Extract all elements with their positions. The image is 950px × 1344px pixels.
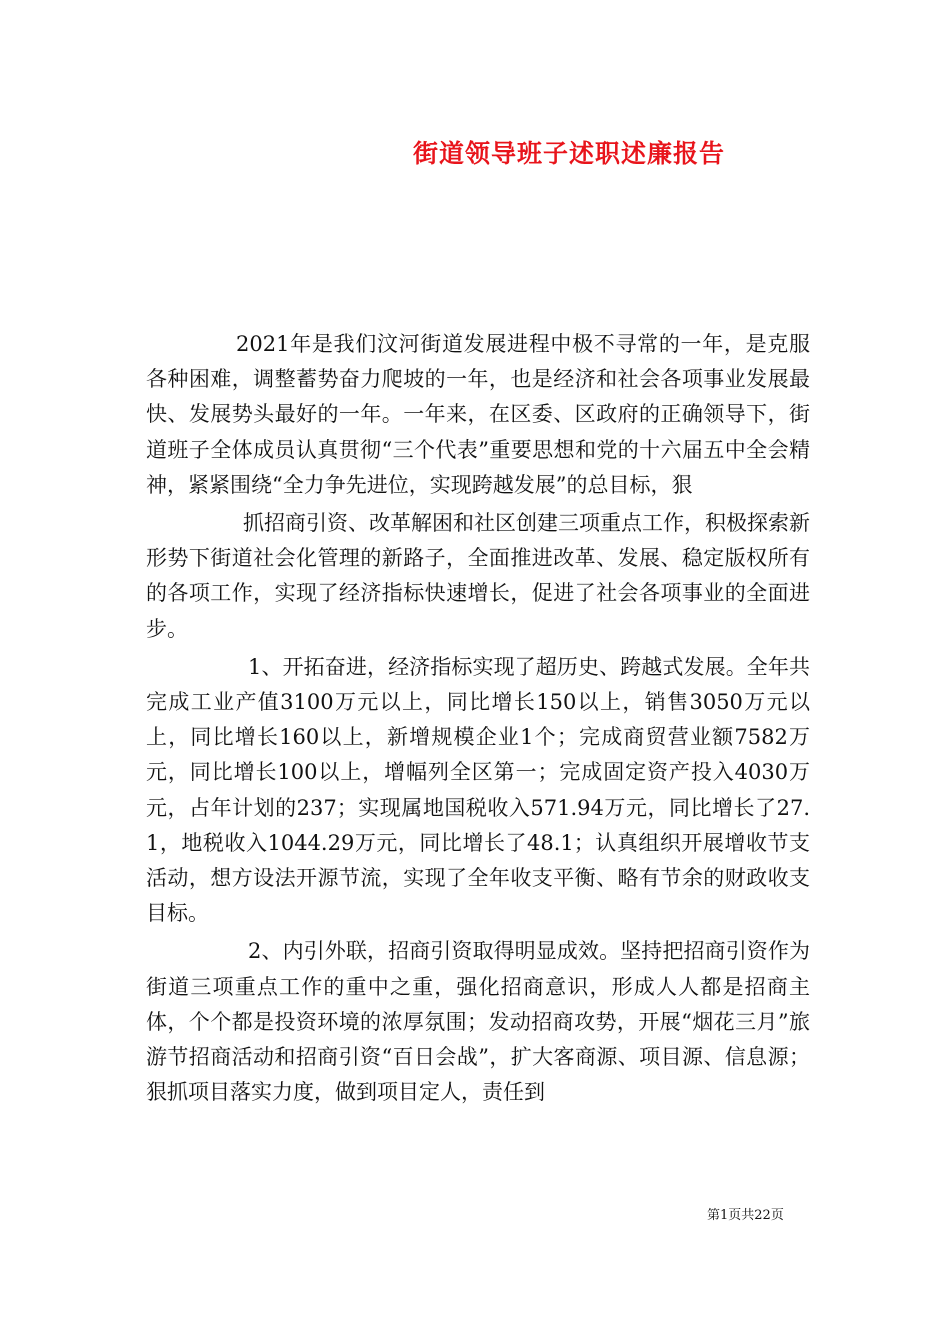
paragraph-economic-indicators: 1、开拓奋进，经济指标实现了超历史、跨越式发展。全年共完成工业产值3100万元以上，同比增长150以上，销售3050万元以上，同比增长160以上，新增规模企业1个；完成商贸营业额7582万元，同比增长100以上，增幅列全区第一；完成固定资产投入4030万元，占年计划的237；实现属地国税收入571.94万元，同比增长了27.1，地税收入1044.29万元，同比增长了48.1；认真组织开展增收节支活动，想方设法开源节流，实现了全年收支平衡、略有节余的财政收支目标。	[146, 654, 810, 926]
paragraph-intro: 2021年是我们汶河街道发展进程中极不寻常的一年，是克服各种困难，调整蓄势奋力爬坡的一年，也是经济和社会各项事业发展最快、发展势头最好的一年。一年来，在区委、区政府的正确领导下，街道班子全体成员认真贯彻“三个代表”重要思想和党的十六届五中全会精神，紧紧围绕“全力争先进位，实现跨越发展”的总目标，狠	[146, 332, 810, 497]
paragraph-investment-attraction: 2、内引外联，招商引资取得明显成效。坚持把招商引资作为街道三项重点工作的重中之重，强化招商意识，形成人人都是招商主体，个个都是投资环境的浓厚氛围；发动招商攻势，开展“烟花三月”旅游节招商活动和招商引资“百日会战”，扩大客商源、项目源、信息源；狠抓项目落实力度，做到项目定人，责任到	[146, 939, 810, 1105]
paragraph-continuation: 抓招商引资、改革解困和社区创建三项重点工作，积极探索新形势下街道社会化管理的新路子，全面推进改革、发展、稳定版权所有的各项工作，实现了经济指标快速增长，促进了社会各项事业的全面进步。	[146, 511, 810, 641]
document-title: 街道领导班子述职述廉报告	[413, 139, 726, 168]
page-number-footer: 第1页共22页	[707, 1208, 784, 1223]
document-body	[146, 327, 810, 1113]
